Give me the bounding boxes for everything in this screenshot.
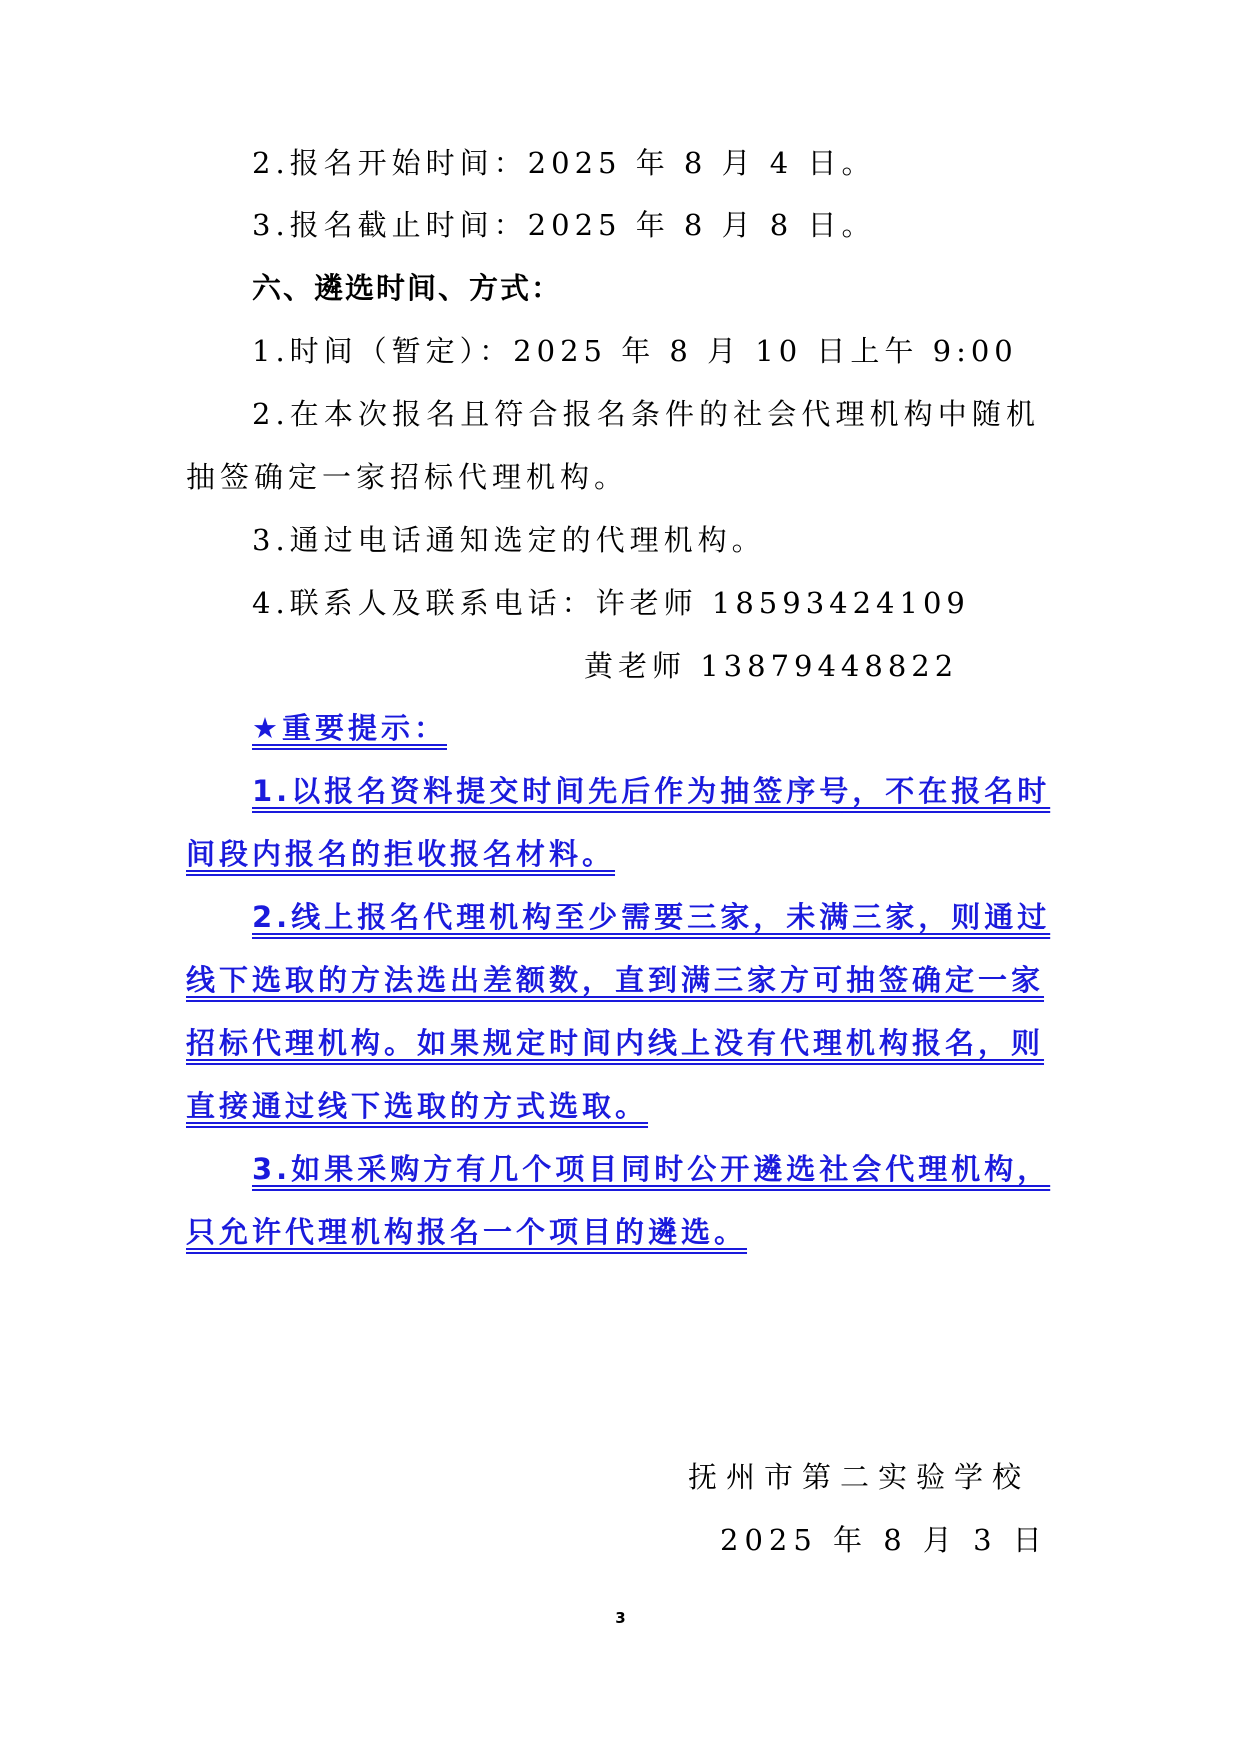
- notice-item1-line1: 1.以报名资料提交时间先后作为抽签序号，不在报名时: [252, 774, 1051, 808]
- registration-end-time: 3.报名截止时间：2025 年 8 月 8 日。: [252, 208, 876, 242]
- notice-item3-line2: 只允许代理机构报名一个项目的遴选。: [186, 1215, 748, 1249]
- signature-organization: 抚州市第二实验学校: [688, 1460, 1031, 1494]
- selection-method-line1: 2.在本次报名且符合报名条件的社会代理机构中随机: [252, 397, 1040, 431]
- notice-item2-line4: 直接通过线下选取的方式选取。: [186, 1089, 649, 1123]
- notification-method: 3.通过电话通知选定的代理机构。: [252, 523, 766, 557]
- contact-line2: 黄老师 13879448822: [584, 649, 959, 683]
- notice-item1-line2: 间段内报名的拒收报名材料。: [186, 837, 616, 871]
- selection-time: 1.时间（暂定）：2025 年 8 月 10 日上午 9:00: [252, 334, 1018, 368]
- notice-item2-line3: 招标代理机构。如果规定时间内线上没有代理机构报名，则: [186, 1026, 1045, 1060]
- notice-title: ★重要提示：: [252, 711, 447, 745]
- notice-item2-line1: 2.线上报名代理机构至少需要三家，未满三家，则通过: [252, 900, 1051, 934]
- page-number: 3: [615, 1609, 626, 1627]
- notice-item3-line1: 3.如果采购方有几个项目同时公开遴选社会代理机构，: [252, 1152, 1051, 1186]
- notice-item2-line2: 线下选取的方法选出差额数，直到满三家方可抽签确定一家: [186, 963, 1045, 997]
- signature-date: 2025 年 8 月 3 日: [720, 1523, 1048, 1557]
- registration-start-time: 2.报名开始时间：2025 年 8 月 4 日。: [252, 146, 876, 180]
- section-heading: 六、遴选时间、方式：: [252, 271, 563, 305]
- contact-line1: 4.联系人及联系电话：许老师 18593424109: [252, 586, 970, 620]
- selection-method-line2: 抽签确定一家招标代理机构。: [186, 460, 629, 494]
